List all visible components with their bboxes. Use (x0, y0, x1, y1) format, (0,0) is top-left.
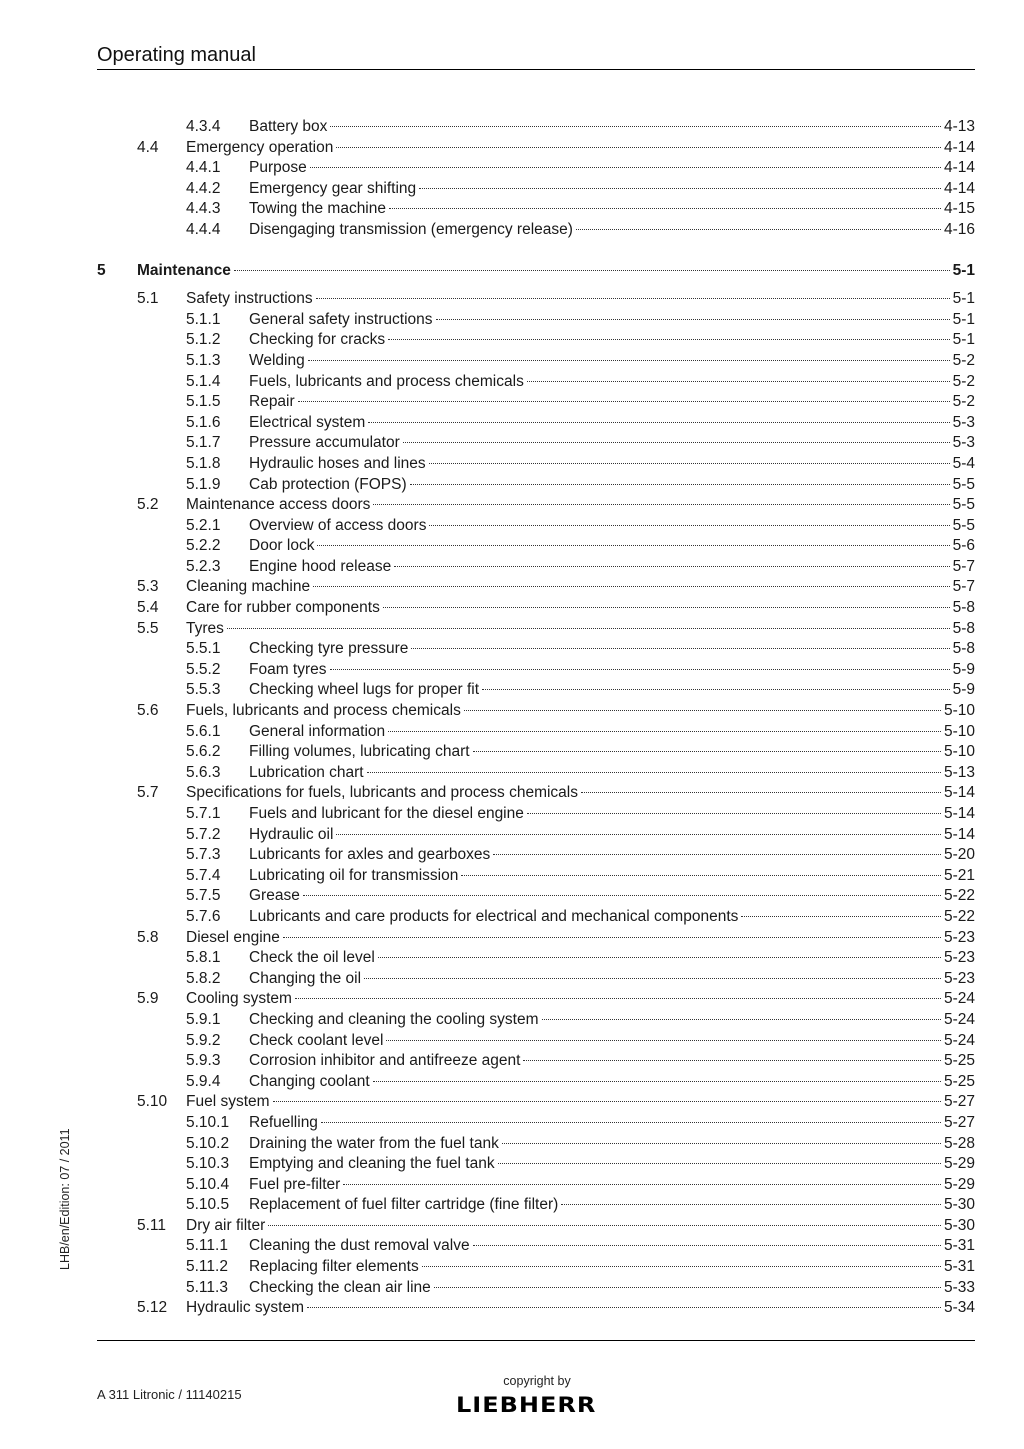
dot-leader (310, 167, 941, 168)
toc-entry-page: 5-9 (952, 660, 975, 678)
toc-entry-title: Checking tyre pressure (249, 640, 409, 658)
copyright-label: copyright by (503, 1374, 571, 1388)
toc-entry-page: 5-23 (943, 928, 975, 946)
toc-entry[interactable] (0, 475, 1024, 496)
toc-entry-page: 5-14 (943, 784, 975, 802)
toc-entry-page: 5-13 (943, 763, 975, 781)
toc-entry[interactable] (0, 1092, 1024, 1113)
toc-entry-number: 4.4.1 (186, 159, 221, 177)
toc-entry-page: 5-22 (943, 907, 975, 925)
toc-entry-number: 5.9.2 (186, 1031, 221, 1049)
toc-entry-title: Lubricants and care products for electrical and mechanical components (249, 907, 739, 925)
toc-entry[interactable] (0, 1195, 1024, 1216)
toc-entry[interactable] (0, 969, 1024, 990)
dot-leader (283, 937, 941, 938)
toc-entry-title: Replacing filter elements (249, 1258, 419, 1276)
toc-entry[interactable] (0, 619, 1024, 640)
toc-entry-page: 5-30 (943, 1216, 975, 1234)
toc-entry[interactable] (0, 845, 1024, 866)
toc-entry-page: 5-3 (952, 434, 975, 452)
toc-entry-number: 5.2.1 (186, 516, 221, 534)
toc-entry-title: Fuel pre-filter (249, 1175, 341, 1193)
toc-entry[interactable] (0, 1175, 1024, 1196)
toc-entry-title: Changing the oil (249, 969, 362, 987)
dot-leader (367, 772, 941, 773)
dot-leader (461, 875, 941, 876)
dot-leader (502, 1143, 941, 1144)
toc-entry-page: 5-7 (952, 578, 975, 596)
toc-entry[interactable] (0, 1257, 1024, 1278)
toc-entry[interactable] (0, 289, 1024, 310)
toc-entry-title: Dry air filter (186, 1216, 266, 1234)
dot-leader (336, 834, 941, 835)
toc-entry-title: Overview of access doors (249, 516, 427, 534)
toc-entry-title: Lubrication chart (249, 763, 364, 781)
toc-entry[interactable] (0, 598, 1024, 619)
toc-entry-number: 4.4.3 (186, 200, 221, 218)
dot-leader (303, 895, 941, 896)
toc-entry-number: 5.10.5 (186, 1196, 230, 1214)
toc-entry-number: 5.12 (137, 1299, 168, 1317)
toc-entry-page: 5-23 (943, 949, 975, 967)
toc-entry[interactable] (0, 392, 1024, 413)
toc-entry-page: 5-5 (952, 475, 975, 493)
toc-entry-title: Pressure accumulator (249, 434, 400, 452)
toc-entry[interactable] (0, 1236, 1024, 1257)
toc-entry-title: Tyres (186, 619, 224, 637)
toc-entry-number: 4.3.4 (186, 118, 221, 135)
toc-entry-number: 5.1.5 (186, 393, 221, 411)
toc-entry-page: 5-31 (943, 1237, 975, 1255)
dot-leader (313, 586, 950, 587)
toc-entry-number: 5.8.2 (186, 969, 221, 987)
dot-leader (482, 689, 950, 690)
toc-entry-number: 5.1.6 (186, 413, 221, 431)
toc-entry-title: General information (249, 722, 386, 740)
toc-entry-title: Emergency operation (186, 138, 334, 156)
header-divider (97, 69, 975, 70)
dot-leader (330, 669, 950, 670)
dot-leader (373, 504, 949, 505)
toc-entry-title: Cab protection (FOPS) (249, 475, 407, 493)
toc-entry[interactable] (0, 1134, 1024, 1155)
toc-entry[interactable] (0, 742, 1024, 763)
toc-entry-page: 5-27 (943, 1093, 975, 1111)
toc-entry[interactable] (0, 1278, 1024, 1299)
toc-entry-number: 5.9.3 (186, 1052, 221, 1070)
toc-entry-number: 5.2.3 (186, 557, 221, 575)
dot-leader (576, 229, 941, 230)
dot-leader (295, 998, 941, 999)
toc-entry-title: Corrosion inhibitor and antifreeze agent (249, 1052, 521, 1070)
toc-entry-number: 4.4 (137, 138, 159, 156)
toc-entry-page: 5-10 (943, 722, 975, 740)
dot-leader (403, 442, 950, 443)
dot-leader (411, 648, 949, 649)
toc-entry-title: Fuels and lubricant for the diesel engine (249, 805, 524, 822)
toc-entry-number: 5.7.2 (186, 825, 221, 843)
toc-entry[interactable] (0, 1298, 1024, 1319)
toc-entry-title: Engine hood release (249, 557, 392, 575)
toc-entry[interactable] (0, 351, 1024, 372)
dot-leader (373, 1081, 941, 1082)
toc-entry-title: Repair (249, 393, 295, 411)
toc-entry[interactable] (0, 722, 1024, 743)
toc-entry[interactable] (0, 158, 1024, 179)
dot-leader (394, 566, 949, 567)
toc-entry-number: 5.7.4 (186, 866, 221, 884)
dot-leader (308, 360, 950, 361)
toc-entry-title: Cleaning machine (186, 578, 311, 596)
toc-entry-number: 5.1 (137, 290, 159, 308)
dot-leader (388, 731, 941, 732)
toc-entry-page: 5-27 (943, 1113, 975, 1131)
toc-entry[interactable] (0, 433, 1024, 454)
toc-entry-number: 5.9.4 (186, 1072, 221, 1090)
toc-entry-title: Hydraulic system (186, 1299, 304, 1317)
toc-entry-page: 5-6 (952, 537, 975, 555)
toc-entry[interactable] (0, 179, 1024, 200)
toc-entry-page: 5-14 (943, 805, 975, 822)
dot-leader (368, 422, 949, 423)
toc-entry[interactable] (0, 948, 1024, 969)
toc-entry-title: Towing the machine (249, 200, 386, 218)
toc-entry-page: 5-31 (943, 1258, 975, 1276)
toc-entry-page: 5-21 (943, 866, 975, 884)
toc-entry-page: 5-20 (943, 846, 975, 864)
toc-entry-title: Fuel system (186, 1093, 270, 1111)
dot-leader (343, 1184, 941, 1185)
toc-entry-number: 5.10.1 (186, 1113, 230, 1131)
toc-entry-number: 5.5.1 (186, 640, 221, 658)
toc-entry-number: 5.8 (137, 928, 159, 946)
toc-entry[interactable] (0, 825, 1024, 846)
page-header-title: Operating manual (97, 44, 256, 66)
edition-note: LHB/en/Edition: 07 / 2011 (58, 1128, 72, 1270)
toc-entry-title: General safety instructions (249, 310, 433, 328)
dot-leader (388, 339, 949, 340)
dot-leader (741, 916, 941, 917)
toc-entry-title: Checking wheel lugs for proper fit (249, 681, 480, 699)
toc-entry-page: 5-5 (952, 516, 975, 534)
toc-entry-title: Draining the water from the fuel tank (249, 1134, 499, 1152)
toc-entry-title: Emergency gear shifting (249, 179, 417, 197)
toc-entry-page: 5-25 (943, 1052, 975, 1070)
dot-leader (498, 1163, 941, 1164)
toc-entry[interactable] (0, 660, 1024, 681)
toc-entry[interactable] (0, 330, 1024, 351)
toc-entry[interactable] (0, 701, 1024, 722)
toc-entry-number: 5.9.1 (186, 1010, 221, 1028)
toc-entry-page: 4-13 (943, 118, 975, 135)
toc-entry-page: 5-10 (943, 743, 975, 761)
toc-entry-number: 5.6 (137, 702, 159, 720)
toc-entry-number: 4.4.2 (186, 179, 221, 197)
footer-divider (97, 1340, 975, 1341)
toc-entry-title: Filling volumes, lubricating chart (249, 743, 470, 761)
toc-entry-title: Hydraulic oil (249, 825, 334, 843)
toc-entry[interactable] (0, 907, 1024, 928)
toc-entry-page: 5-24 (943, 1031, 975, 1049)
toc-entry-title: Lubricants for axles and gearboxes (249, 846, 491, 864)
toc-entry-number: 5.9 (137, 990, 159, 1008)
toc-entry-title: Cleaning the dust removal valve (249, 1237, 470, 1255)
dot-leader (321, 1122, 941, 1123)
toc-entry-title: Battery box (249, 118, 328, 135)
toc-entry-page: 4-14 (943, 159, 975, 177)
toc-entry-number: 5.11 (137, 1216, 167, 1234)
dot-leader (523, 1060, 941, 1061)
toc-entry[interactable] (0, 1113, 1024, 1134)
toc-entry-page: 5-2 (952, 372, 975, 390)
toc-entry-number: 5.1.4 (186, 372, 221, 390)
toc-entry-number: 5.4 (137, 599, 159, 617)
toc-entry-number: 5.10.4 (186, 1175, 230, 1193)
toc-entry-page: 5-25 (943, 1072, 975, 1090)
toc-entry-page: 5-3 (952, 413, 975, 431)
toc-entry-page: 5-5 (952, 496, 975, 514)
toc-entry-page: 5-28 (943, 1134, 975, 1152)
toc-entry[interactable] (0, 117, 1024, 138)
toc-entry-number: 5.5.3 (186, 681, 221, 699)
toc-entry-number: 5.7.6 (186, 907, 221, 925)
dot-leader (307, 1307, 941, 1308)
dot-leader (527, 813, 941, 814)
toc-entry[interactable] (0, 220, 1024, 241)
dot-leader (389, 208, 941, 209)
toc-entry-title: Refuelling (249, 1113, 318, 1131)
dot-leader (429, 525, 949, 526)
toc-entry-title: Purpose (249, 159, 307, 177)
dot-leader (316, 298, 950, 299)
toc-entry[interactable] (0, 783, 1024, 804)
toc-entry[interactable] (0, 557, 1024, 578)
dot-leader (317, 545, 949, 546)
toc-entry-page: 5-22 (943, 887, 975, 905)
toc-entry-number: 5.5 (137, 619, 159, 637)
toc-entry[interactable] (0, 454, 1024, 475)
toc-entry-page: 5-34 (943, 1299, 975, 1317)
dot-leader (268, 1225, 941, 1226)
dot-leader (581, 792, 941, 793)
dot-leader (410, 484, 950, 485)
dot-leader (561, 1204, 941, 1205)
dot-leader (383, 607, 950, 608)
toc-entry-title: Check coolant level (249, 1031, 384, 1049)
toc-entry-page: 5-14 (943, 825, 975, 843)
toc-entry-number: 5.7.3 (186, 846, 221, 864)
toc-entry-number: 5.11.2 (186, 1258, 228, 1276)
toc-entry-page: 5-24 (943, 990, 975, 1008)
table-of-contents (0, 117, 1024, 1319)
toc-entry[interactable] (0, 577, 1024, 598)
dot-leader (378, 957, 941, 958)
toc-entry[interactable] (0, 804, 1024, 825)
toc-entry-page: 5-9 (952, 681, 975, 699)
dot-leader (419, 188, 941, 189)
toc-entry[interactable] (0, 372, 1024, 393)
toc-entry[interactable] (0, 138, 1024, 159)
toc-entry-page: 5-8 (952, 619, 975, 637)
toc-entry-number: 5.8.1 (186, 949, 221, 967)
toc-entry-page: 5-2 (952, 351, 975, 369)
toc-entry-number: 5.1.1 (186, 310, 221, 328)
toc-entry-title: Door lock (249, 537, 315, 555)
toc-entry-number: 4.4.4 (186, 220, 221, 238)
toc-entry-title: Electrical system (249, 413, 366, 431)
toc-entry-title: Cooling system (186, 990, 292, 1008)
document-id: A 311 Litronic / 11140215 (97, 1387, 242, 1402)
toc-entry-number: 5.7.5 (186, 887, 221, 905)
toc-entry[interactable] (0, 310, 1024, 331)
toc-entry-title: Fuels, lubricants and process chemicals (186, 702, 461, 720)
toc-entry[interactable] (0, 928, 1024, 949)
toc-entry-page: 5-8 (952, 599, 975, 617)
dot-leader (429, 463, 950, 464)
toc-entry[interactable] (0, 1216, 1024, 1237)
toc-entry[interactable] (0, 495, 1024, 516)
toc-entry-number: 5 (97, 261, 106, 279)
dot-leader (464, 710, 941, 711)
dot-leader (227, 628, 950, 629)
toc-entry-page: 4-14 (943, 138, 975, 156)
toc-entry-page: 5-10 (943, 702, 975, 720)
dot-leader (436, 319, 950, 320)
toc-entry[interactable] (0, 413, 1024, 434)
toc-entry[interactable] (0, 989, 1024, 1010)
toc-entry-page: 4-15 (943, 200, 975, 218)
toc-entry-page: 5-23 (943, 969, 975, 987)
toc-entry-number: 5.10.2 (186, 1134, 230, 1152)
toc-entry-title: Fuels, lubricants and process chemicals (249, 372, 524, 390)
toc-entry-number: 5.2 (137, 496, 159, 514)
toc-entry-title: Diesel engine (186, 928, 280, 946)
toc-entry-page: 4-14 (943, 179, 975, 197)
toc-entry-page: 5-24 (943, 1010, 975, 1028)
toc-entry-title: Welding (249, 351, 305, 369)
toc-entry-title: Safety instructions (186, 290, 313, 308)
toc-entry[interactable] (0, 1010, 1024, 1031)
dot-leader (527, 381, 950, 382)
toc-entry[interactable] (0, 763, 1024, 784)
toc-entry-number: 5.1.2 (186, 331, 221, 349)
toc-entry-number: 5.11.3 (186, 1278, 228, 1296)
toc-entry-title: Disengaging transmission (emergency release) (249, 220, 573, 238)
toc-entry[interactable] (0, 261, 1024, 282)
toc-entry[interactable] (0, 1154, 1024, 1175)
toc-entry[interactable] (0, 199, 1024, 220)
toc-entry-title: Checking and cleaning the cooling system (249, 1010, 539, 1028)
dot-leader (422, 1266, 941, 1267)
toc-entry-number: 5.5.2 (186, 660, 221, 678)
toc-entry-title: Hydraulic hoses and lines (249, 454, 426, 472)
toc-entry[interactable] (0, 680, 1024, 701)
toc-entry[interactable] (0, 639, 1024, 660)
toc-entry-page: 5-2 (952, 393, 975, 411)
toc-entry-title: Checking the clean air line (249, 1278, 431, 1296)
dot-leader (493, 854, 941, 855)
toc-entry-title: Specifications for fuels, lubricants and process chemicals (186, 784, 578, 802)
dot-leader (473, 1245, 941, 1246)
toc-entry[interactable] (0, 886, 1024, 907)
toc-entry-number: 5.6.3 (186, 763, 221, 781)
dot-leader (330, 126, 941, 127)
toc-entry-title: Care for rubber components (186, 599, 380, 617)
toc-entry-number: 5.1.3 (186, 351, 221, 369)
toc-entry-number: 5.1.8 (186, 454, 221, 472)
toc-entry[interactable] (0, 866, 1024, 887)
toc-entry-number: 5.6.2 (186, 743, 221, 761)
toc-entry-number: 5.11.1 (186, 1237, 228, 1255)
toc-entry-title: Maintenance (137, 261, 231, 279)
liebherr-logo: LIEBHERR (456, 1392, 597, 1418)
toc-entry[interactable] (0, 1051, 1024, 1072)
toc-entry-title: Checking for cracks (249, 331, 386, 349)
dot-leader (364, 978, 941, 979)
toc-entry-page: 5-7 (952, 557, 975, 575)
dot-leader (542, 1019, 941, 1020)
toc-entry-title: Changing coolant (249, 1072, 370, 1090)
dot-leader (434, 1287, 941, 1288)
toc-entry-page: 5-30 (943, 1196, 975, 1214)
toc-entry-number: 5.7.1 (186, 805, 221, 822)
toc-entry-number: 5.6.1 (186, 722, 221, 740)
toc-entry-title: Maintenance access doors (186, 496, 371, 514)
dot-leader (273, 1101, 941, 1102)
toc-entry-page: 5-4 (952, 454, 975, 472)
dot-leader (298, 401, 950, 402)
toc-entry-page: 5-8 (952, 640, 975, 658)
dot-leader (336, 147, 941, 148)
dot-leader (386, 1040, 941, 1041)
toc-entry-page: 5-1 (952, 331, 975, 349)
toc-entry[interactable] (0, 536, 1024, 557)
toc-entry[interactable] (0, 1031, 1024, 1052)
toc-entry-title: Check the oil level (249, 949, 375, 967)
toc-entry-title: Replacement of fuel filter cartridge (fine filter) (249, 1196, 559, 1214)
toc-entry-number: 5.1.7 (186, 434, 221, 452)
toc-entry-title: Lubricating oil for transmission (249, 866, 459, 884)
toc-entry[interactable] (0, 1072, 1024, 1093)
toc-entry-number: 5.3 (137, 578, 159, 596)
toc-entry-number: 5.1.9 (186, 475, 221, 493)
toc-entry-title: Emptying and cleaning the fuel tank (249, 1155, 495, 1173)
toc-entry-number: 5.10.3 (186, 1155, 230, 1173)
toc-entry-number: 5.7 (137, 784, 159, 802)
toc-entry-page: 5-1 (952, 310, 975, 328)
toc-entry-title: Grease (249, 887, 300, 905)
toc-entry-page: 5-29 (943, 1175, 975, 1193)
toc-entry-page: 5-1 (952, 261, 975, 279)
toc-entry[interactable] (0, 516, 1024, 537)
toc-entry-page: 5-1 (952, 290, 975, 308)
toc-entry-page: 5-29 (943, 1155, 975, 1173)
toc-entry-page: 4-16 (943, 220, 975, 238)
toc-entry-number: 5.2.2 (186, 537, 221, 555)
toc-entry-page: 5-33 (943, 1278, 975, 1296)
dot-leader (473, 751, 941, 752)
dot-leader (234, 270, 950, 271)
toc-entry-number: 5.10 (137, 1093, 168, 1111)
toc-entry-title: Foam tyres (249, 660, 327, 678)
